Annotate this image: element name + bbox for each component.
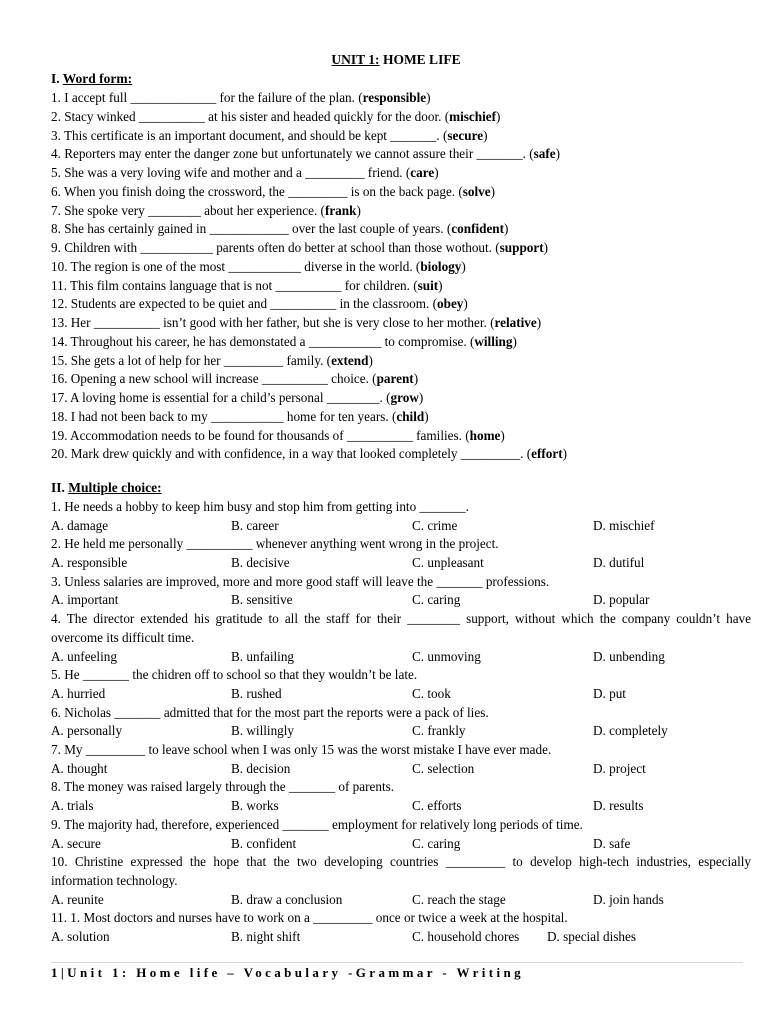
- mc-option-b: B. rushed: [231, 685, 282, 701]
- mc-option-b: B. career: [231, 517, 279, 533]
- mc-option-d: D. safe: [593, 835, 631, 851]
- mc-option-d: D. popular: [593, 592, 650, 608]
- mc-option-b: B. draw a conclusion: [231, 891, 343, 907]
- word-form-close: ): [504, 221, 509, 237]
- mc-options: [51, 648, 751, 667]
- word-form-sentence: 11. This film contains language that is not __________ for children. (: [51, 277, 418, 293]
- mc-question-text: 11. 1. Most doctors and nurses have to work on a _________ once or twice a week at the hospital.: [51, 910, 568, 926]
- word-form-root: mischief: [449, 108, 497, 124]
- mc-question: [51, 853, 751, 909]
- mc-option-c: C. efforts: [412, 798, 462, 814]
- word-form-close: ): [438, 277, 443, 293]
- word-form-close: ): [490, 183, 496, 199]
- mc-question: [51, 704, 751, 741]
- word-form-root: child: [396, 408, 425, 424]
- mc-options: [51, 591, 751, 610]
- mc-option-d: D. unbending: [593, 648, 665, 664]
- word-form-sentence: 14. Throughout his career, he has demonstated a ___________ to compromise. (: [51, 333, 475, 349]
- mc-option-d: D. put: [593, 685, 626, 701]
- word-form-root: frank: [324, 202, 357, 218]
- mc-option-c: C. unmoving: [412, 648, 481, 664]
- word-form-close: ): [461, 258, 466, 274]
- word-form-root: obey: [437, 296, 464, 312]
- mc-option-c: C. reach the stage: [412, 891, 506, 907]
- mc-options: [51, 760, 751, 779]
- word-form-root: extend: [331, 352, 369, 368]
- mc-question-text: 5. He _______ the chidren off to school so that they wouldn’t be late.: [51, 667, 418, 683]
- mc-option-b: B. sensitive: [231, 592, 293, 608]
- mc-option-c: C. selection: [412, 760, 475, 776]
- mc-option-a: A. important: [51, 592, 119, 608]
- mc-option-d: D. join hands: [593, 891, 664, 907]
- word-form-root: support: [499, 240, 544, 255]
- word-form-item: [51, 314, 751, 333]
- word-form-sentence: 10. The region is one of the most ___________ diverse in the world. (: [51, 258, 421, 274]
- mc-question-text: 8. The money was raised largely through the _______ of parents.: [51, 779, 395, 795]
- mc-question: [51, 498, 751, 535]
- mc-options: [51, 797, 751, 816]
- word-form-close: ): [555, 146, 561, 162]
- word-form-close: ): [418, 390, 424, 405]
- mc-question-text: 2. He held me personally __________ whenever anything went wrong in the project.: [51, 536, 499, 552]
- word-form-item: [51, 445, 751, 464]
- mc-question-text: 4. The director extended his gratitude to all the staff for their ________ support, without which the company couldn’t have overcome its difficult time.: [51, 611, 751, 645]
- mc-options: [51, 685, 751, 704]
- mc-option-b: B. works: [231, 798, 279, 814]
- mc-option-a: A. unfeeling: [51, 648, 117, 664]
- word-form-item: [51, 277, 751, 296]
- word-form-root: home: [469, 427, 501, 443]
- word-form-item: [51, 220, 751, 239]
- mc-option-c: C. unpleasant: [412, 555, 484, 571]
- mc-option-a: A. trials: [51, 798, 94, 814]
- word-form-root: responsible: [362, 90, 427, 105]
- word-form-sentence: 20. Mark drew quickly and with confidence, in a way that looked completely _________. (: [51, 446, 532, 462]
- mc-question: [51, 666, 751, 703]
- word-form-sentence: 18. I had not been back to my ___________ home for ten years. (: [51, 408, 397, 424]
- mc-option-a: A. damage: [51, 517, 109, 533]
- word-form-item: [51, 239, 751, 258]
- mc-option-d: D. project: [593, 760, 646, 776]
- word-form-sentence: 3. This certificate is an important document, and should be kept _______. (: [51, 127, 448, 143]
- unit-number: UNIT 1:: [331, 52, 380, 67]
- mc-option-d: D. special dishes: [547, 929, 636, 945]
- word-form-root: biology: [420, 258, 462, 274]
- word-form-close: ): [512, 333, 517, 349]
- word-form-item: [51, 389, 751, 408]
- mc-options: [51, 835, 751, 854]
- word-form-list: [51, 89, 751, 464]
- mc-option-d: D. dutiful: [593, 555, 645, 571]
- word-form-root: care: [410, 165, 435, 180]
- mc-options: [51, 891, 751, 910]
- mc-question: [51, 741, 751, 778]
- footer-divider: [51, 962, 743, 963]
- mc-option-b: B. night shift: [231, 929, 301, 945]
- word-form-close: ): [562, 446, 568, 462]
- word-form-item: [51, 427, 751, 446]
- mc-option-a: A. solution: [51, 929, 110, 945]
- word-form-sentence: 12. Students are expected to be quiet and __________ in the classroom. (: [51, 296, 438, 312]
- word-form-close: ): [496, 108, 501, 124]
- word-form-item: [51, 408, 751, 427]
- word-form-sentence: 1. I accept full _____________ for the failure of the plan. (: [51, 90, 363, 105]
- word-form-sentence: 9. Children with ___________ parents often do better at school than those wothout. (: [51, 240, 500, 255]
- word-form-sentence: 16. Opening a new school will increase __________ choice. (: [51, 371, 377, 387]
- mc-question-text: 1. He needs a hobby to keep him busy and stop him from getting into _______.: [51, 499, 469, 514]
- word-form-item: [51, 183, 751, 202]
- mc-option-c: C. caring: [412, 592, 461, 608]
- word-form-close: ): [463, 296, 468, 312]
- mc-question-text: 9. The majority had, therefore, experienced _______ employment for relatively long periods of time.: [51, 816, 583, 832]
- section-2-heading: II. Multiple choice:: [51, 480, 162, 495]
- word-form-sentence: 2. Stacy winked __________ at his sister and headed quickly for the door. (: [51, 108, 450, 124]
- word-form-item: [51, 370, 751, 389]
- mc-option-a: A. thought: [51, 760, 108, 776]
- mc-question: [51, 573, 751, 610]
- mc-question: [51, 778, 751, 815]
- word-form-sentence: 5. She was a very loving wife and mother and a _________ friend. (: [51, 165, 411, 180]
- mc-option-c: C. crime: [412, 517, 458, 533]
- word-form-root: relative: [494, 315, 537, 330]
- word-form-close: ): [543, 240, 549, 255]
- mc-option-b: B. decisive: [231, 555, 290, 571]
- word-form-item: [51, 145, 751, 164]
- page-title: [0, 52, 768, 68]
- word-form-close: ): [426, 90, 431, 105]
- mc-option-c: C. frankly: [412, 723, 466, 739]
- mc-option-d: D. mischief: [593, 517, 655, 533]
- word-form-close: ): [368, 352, 373, 368]
- mc-options: [51, 928, 751, 947]
- mc-question: [51, 610, 751, 666]
- word-form-root: confident: [451, 221, 505, 237]
- mc-option-c: C. household chores: [412, 929, 520, 945]
- mc-option-c: C. took: [412, 685, 451, 701]
- word-form-close: ): [434, 165, 439, 180]
- mc-option-a: A. personally: [51, 723, 123, 739]
- word-form-close: ): [356, 202, 361, 218]
- word-form-sentence: 8. She has certainly gained in ____________ over the last couple of years. (: [51, 221, 452, 237]
- mc-question: [51, 535, 751, 572]
- mc-option-c: C. caring: [412, 835, 461, 851]
- word-form-close: ): [413, 371, 419, 387]
- word-form-close: ): [424, 408, 429, 424]
- multiple-choice-list: [51, 498, 751, 947]
- word-form-root: parent: [376, 371, 414, 387]
- word-form-item: [51, 333, 751, 352]
- mc-question-text: 6. Nicholas _______ admitted that for the most part the reports were a pack of lies.: [51, 704, 489, 720]
- mc-option-a: A. hurried: [51, 685, 106, 701]
- word-form-item: [51, 295, 751, 314]
- word-form-sentence: 7. She spoke very ________ about her experience. (: [51, 202, 325, 218]
- mc-options: [51, 517, 751, 536]
- word-form-root: solve: [462, 183, 491, 199]
- word-form-root: safe: [533, 146, 556, 162]
- word-form-item: [51, 352, 751, 371]
- word-form-sentence: 6. When you finish doing the crossword, the _________ is on the back page. (: [51, 183, 463, 199]
- mc-options: [51, 722, 751, 741]
- mc-question: [51, 909, 751, 946]
- word-form-root: suit: [417, 277, 439, 293]
- word-form-sentence: 4. Reporters may enter the danger zone but unfortunately we cannot assure their _______. (: [51, 146, 534, 162]
- mc-option-a: A. reunite: [51, 891, 104, 907]
- unit-name: HOME LIFE: [382, 52, 461, 67]
- mc-option-b: B. willingly: [231, 723, 295, 739]
- word-form-item: [51, 258, 751, 277]
- word-form-item: [51, 89, 751, 108]
- mc-option-a: A. secure: [51, 835, 101, 851]
- mc-question-text: 7. My _________ to leave school when I was only 15 was the worst mistake I have ever made.: [51, 742, 552, 758]
- section-1-heading: I. Word form:: [51, 71, 133, 86]
- word-form-root: secure: [447, 127, 484, 143]
- word-form-sentence: 15. She gets a lot of help for her _________ family. (: [51, 352, 332, 368]
- mc-question: [51, 816, 751, 853]
- word-form-item: [51, 108, 751, 127]
- word-form-sentence: 19. Accommodation needs to be found for thousands of __________ families. (: [51, 427, 470, 443]
- word-form-root: effort: [531, 446, 563, 462]
- word-form-sentence: 17. A loving home is essential for a child’s personal ________. (: [51, 390, 391, 405]
- word-form-item: [51, 164, 751, 183]
- mc-option-b: B. unfailing: [231, 648, 295, 664]
- word-form-close: ): [500, 427, 505, 443]
- mc-option-d: D. results: [593, 798, 644, 814]
- word-form-close: ): [483, 127, 488, 143]
- word-form-close: ): [536, 315, 542, 330]
- word-form-sentence: 13. Her __________ isn’t good with her father, but she is very close to her mother. (: [51, 315, 495, 330]
- mc-option-d: D. completely: [593, 723, 668, 739]
- word-form-item: [51, 127, 751, 146]
- word-form-root: willing: [474, 333, 513, 349]
- mc-option-a: A. responsible: [51, 555, 128, 571]
- word-form-root: grow: [390, 390, 419, 405]
- mc-question-text: 3. Unless salaries are improved, more and more good staff will leave the _______ professions.: [51, 573, 550, 589]
- mc-options: [51, 554, 751, 573]
- page-footer: 1|Unit 1: Home life – Vocabulary -Grammar - Writing: [51, 965, 525, 980]
- mc-option-b: B. decision: [231, 760, 291, 776]
- mc-option-b: B. confident: [231, 835, 297, 851]
- word-form-item: [51, 202, 751, 221]
- mc-question-text: 10. Christine expressed the hope that the two developing countries _________ to develop high-tech industries, especially information technology.: [51, 854, 751, 888]
